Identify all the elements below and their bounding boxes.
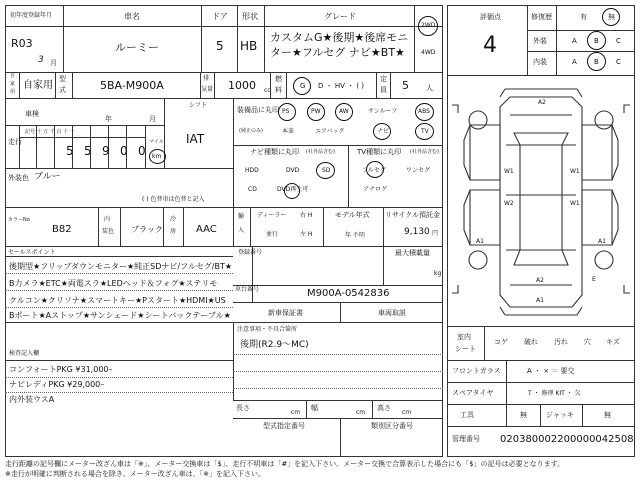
recycle-value: 9,130	[404, 227, 430, 237]
divider	[5, 98, 443, 99]
seats-value: 5	[402, 79, 409, 92]
dim-height: 高さ	[377, 404, 391, 412]
mileage-digit: 9	[102, 144, 110, 158]
inspection-year: 年	[105, 115, 112, 123]
notes-value: 後期(R2.9～MC)	[240, 340, 309, 350]
footer-line-1: 走行距離の記号欄にメーター改ざん車は「※」、メーター交換車は「$」、走行不明車は「#」を記入下さい。メーター交換で合算表示した場合にも「$」の記号は必要となります。	[5, 460, 565, 468]
warranty-label: 新車保証書	[268, 309, 303, 317]
ext-color-value: ブルー	[34, 172, 61, 182]
diagram-label: A2	[536, 277, 544, 284]
tv-sub: (社外品含む)	[410, 149, 439, 155]
int-color-label-1: 内	[104, 216, 111, 223]
divider	[376, 72, 377, 98]
seats-label-2: 員	[380, 86, 387, 94]
sales-line: Bポート★Aストップ★サンシェード★シートバックテーブル★	[9, 311, 231, 320]
disp-label-2: 気量	[201, 86, 214, 93]
fuel-label-2: 料	[275, 86, 282, 94]
use-value: 自家用	[23, 80, 53, 91]
jack-label: ジャッキ	[546, 411, 574, 419]
dotted-line	[5, 273, 233, 274]
dotted-line	[5, 307, 233, 308]
divider	[340, 302, 341, 322]
divider	[5, 125, 164, 126]
condition-none: 無	[608, 13, 615, 21]
model-label-2: 式	[59, 86, 66, 94]
import-label-2: 入	[238, 227, 245, 234]
ext-color-note: ( ) 色替車は色替と記入	[142, 196, 205, 203]
car-damage-diagram	[450, 85, 632, 320]
room-label-1: 室内	[457, 333, 471, 341]
aircon-label-2: 房	[170, 228, 177, 235]
divider	[506, 360, 507, 426]
circle-mark	[415, 103, 434, 121]
navi-sub: (社外品含む)	[306, 149, 335, 155]
dim-width: 幅	[311, 404, 318, 412]
circle-mark	[602, 8, 620, 26]
divider	[348, 145, 349, 207]
int-color-label-2: 装色	[102, 228, 115, 235]
circle-mark	[335, 103, 353, 121]
room-item: キズ	[606, 338, 620, 346]
divider	[5, 256, 233, 257]
diagram-label: W2	[504, 200, 514, 207]
circle-mark	[149, 149, 166, 164]
divider	[527, 5, 528, 75]
diagram-label: A1	[598, 238, 606, 245]
chassis-label: 車台番号	[235, 286, 260, 293]
equip-ps: PS	[282, 108, 290, 115]
divider	[63, 5, 64, 72]
inspector-line: 内外装ウスA	[9, 395, 55, 404]
shift-label: シフト	[189, 102, 208, 109]
model-label-1: 型	[59, 75, 66, 83]
aircon-label-1: 冷	[170, 216, 177, 223]
seats-label-1: 定	[380, 75, 387, 83]
mileage-label: 走行	[8, 138, 22, 146]
reg-label: 初年度登録年月	[10, 12, 53, 19]
dim-length: 長さ	[236, 404, 250, 412]
inspection-label: 車検	[25, 110, 39, 118]
manual-label: 車両取説	[378, 309, 406, 317]
divider	[36, 125, 37, 168]
diagram-label: A2	[538, 99, 546, 106]
mgmt-value: 020380002200000042508	[500, 434, 634, 445]
sales-line: クルコン★クリソナ★スマートキー★Pスタート★HDMI★US	[9, 296, 226, 305]
divider	[5, 246, 233, 247]
sales-line: 後期型★フリップダウンモニター★純正SDナビ/フルセグ/BT★	[9, 262, 232, 271]
divider	[233, 400, 443, 401]
divider	[270, 72, 271, 98]
divider	[19, 125, 20, 168]
divider	[54, 125, 55, 168]
footer-line-2: ※走行が明確に判断される場合を除き、メーター改ざん車は、「※」を記入下さい。	[5, 470, 265, 478]
divider	[55, 72, 56, 98]
divider	[120, 207, 121, 246]
divider	[5, 360, 233, 361]
fuel-rest: D ・ HV ・ ( )	[318, 82, 365, 90]
max-load-unit: kg	[434, 270, 442, 277]
int-c: C	[616, 58, 621, 66]
diagram-label: E	[592, 276, 596, 283]
mileage-digit: 5	[66, 144, 74, 158]
inspector-line: コンフォートPKG ¥31,000–	[9, 365, 113, 374]
tools-value: 無	[520, 411, 527, 419]
divider	[286, 72, 287, 98]
doors-label: ドア	[212, 12, 228, 21]
circle-mark	[278, 103, 296, 121]
chassis-value: M900A-0542836	[307, 288, 390, 299]
navi-cd: CD	[248, 186, 257, 193]
recycle-unit: 円	[432, 230, 439, 237]
divider	[5, 207, 443, 208]
navi-sd: SD	[322, 167, 331, 174]
divider	[98, 207, 99, 246]
divider	[484, 326, 485, 360]
sales-line: B力メラ★ETC★両電スラ★LEDヘッド＆フォグ★ステリモ	[9, 279, 218, 288]
tv-label: TV種類に丸印	[357, 148, 402, 156]
front-glass-label: フロントガラス	[452, 367, 501, 375]
diagram-label: W1	[570, 200, 580, 207]
equip-pw: PW	[311, 108, 321, 115]
ext-b: B	[594, 37, 599, 45]
score-value: 4	[483, 33, 497, 58]
ext-c: C	[616, 37, 621, 45]
car-name-value: ルーミー	[115, 41, 159, 54]
circle-mark	[418, 16, 438, 36]
divider	[306, 400, 307, 418]
divider	[447, 426, 635, 427]
circle-mark	[307, 103, 325, 121]
grade-line1: カスタムG★後期★後席モニ	[270, 31, 409, 44]
mileage-unit-km: km	[152, 153, 162, 160]
use-char-1: 自	[10, 73, 16, 79]
dotted-line	[5, 392, 233, 393]
import-label-1: 輸	[238, 213, 245, 220]
circle-mark	[366, 161, 384, 178]
fuel-g: G	[300, 82, 306, 90]
room-label-2: シート	[455, 345, 476, 353]
sales-points-label: セールスポイント	[8, 249, 56, 256]
divider	[233, 98, 234, 246]
color-no-value: B82	[52, 224, 72, 235]
equip-navi: ナビ	[377, 128, 390, 135]
diagram-label: W1	[504, 168, 514, 175]
drive-4wd: 4WD	[421, 49, 436, 56]
equip-abs: ABS	[418, 108, 430, 115]
circle-mark	[316, 162, 335, 179]
int-color-value: ブラック	[131, 225, 163, 234]
disp-value: 1000	[228, 79, 256, 92]
import-left: 左 H	[300, 231, 313, 238]
interior-label: 内装	[533, 58, 547, 66]
divider	[340, 418, 341, 457]
dim-unit: cm	[402, 409, 412, 416]
room-item: 穴	[584, 338, 591, 346]
divider	[237, 5, 238, 72]
type-designation-label: 型式指定番号	[263, 422, 305, 430]
dotted-line	[5, 290, 233, 291]
divider	[163, 207, 164, 246]
aircon-value: AAC	[196, 224, 217, 235]
divider	[5, 168, 233, 169]
disp-unit: cc	[264, 87, 271, 94]
room-item: 汚れ	[554, 338, 568, 346]
divider	[540, 404, 541, 426]
room-item: コゲ	[494, 338, 508, 346]
dotted-line	[233, 388, 443, 389]
max-load-label: 最大積載量	[395, 249, 430, 257]
spare-label: スペアタイヤ	[452, 389, 494, 397]
divider	[233, 246, 443, 247]
divider	[200, 72, 201, 98]
mgmt-label: 管理番号	[452, 435, 480, 443]
mileage-digit: 0	[138, 144, 146, 158]
jack-value: 無	[604, 411, 611, 419]
fuel-label-1: 燃	[275, 75, 282, 83]
divider	[447, 75, 635, 76]
divider	[233, 322, 443, 323]
grade-line2: ター★フルセグ ナビ★BT★	[270, 46, 405, 59]
exterior-label: 外装	[533, 37, 547, 45]
diagram-label: A1	[476, 238, 484, 245]
circle-mark	[293, 77, 311, 95]
navi-label: ナビ種類に丸印	[250, 148, 299, 156]
equip-sunroof: サンルーフ	[368, 108, 398, 115]
front-glass-value: A ・ × ＝ 要交	[527, 367, 575, 375]
divider	[556, 5, 557, 75]
divider	[414, 5, 415, 72]
mileage-digit: 5	[84, 144, 92, 158]
model-year-label: モデル年式	[335, 211, 370, 219]
divider	[447, 404, 635, 405]
circle-mark	[587, 52, 606, 71]
divider	[233, 302, 443, 303]
navi-dvd-playback: DVD再生可	[277, 186, 309, 193]
inspector-line: ナビレディPKG ¥29,000–	[9, 380, 105, 389]
diagram-label: A1	[536, 297, 544, 304]
divider	[5, 72, 443, 73]
ext-a: A	[572, 37, 577, 45]
import-dealer: ディーラー	[257, 212, 287, 219]
divider	[250, 207, 251, 246]
category-label: 類別区分番号	[371, 422, 413, 430]
inspector-label: 検査記入欄	[9, 350, 40, 357]
shape-label: 形状	[242, 12, 258, 21]
car-name-label: 車名	[124, 12, 140, 21]
divider	[5, 26, 443, 27]
dotted-line	[5, 377, 233, 378]
divider	[323, 207, 324, 246]
model-value: 5BA-M900A	[100, 79, 164, 92]
grade-label: グレード	[324, 12, 356, 21]
divider	[582, 404, 583, 426]
dim-unit: cm	[356, 409, 366, 416]
room-item: 破れ	[524, 338, 538, 346]
circle-mark	[373, 123, 391, 140]
divider	[264, 5, 265, 72]
circle-mark	[587, 31, 606, 50]
divider	[233, 145, 443, 146]
model-year-value: 年 不明	[345, 232, 365, 239]
divider	[183, 207, 184, 246]
divider	[372, 400, 373, 418]
import-right: 右 H	[300, 212, 313, 219]
use-char-2: 家	[10, 81, 16, 87]
mileage-unit-mile: マイル	[149, 139, 164, 145]
equip-airbag: エアバック	[315, 128, 345, 135]
divider	[447, 382, 635, 383]
seats-unit: 人	[426, 84, 433, 92]
int-b: B	[594, 58, 599, 66]
reg-month: 3	[38, 55, 44, 65]
divider	[72, 72, 73, 98]
circle-mark	[284, 183, 300, 199]
doors-value: 5	[216, 39, 224, 53]
equip-tv: TV	[421, 128, 429, 135]
navi-dvd: DVD	[286, 167, 300, 174]
tools-label: 工具	[460, 411, 474, 419]
circle-mark	[415, 123, 434, 140]
shape-value: HB	[240, 39, 258, 53]
dotted-line	[233, 371, 443, 372]
navi-hdd: HDD	[245, 167, 259, 174]
tv-analog: アナログ	[363, 186, 388, 193]
notes-label: 注意事項・不具合箇所	[237, 326, 298, 333]
reg-month-unit: 月	[50, 59, 57, 67]
divider	[527, 51, 635, 52]
spare-value: T ・ 修理 KIT ・ 欠	[528, 390, 581, 397]
equipment-sub: (純正のみ)	[239, 128, 263, 134]
disp-label-1: 排	[203, 75, 210, 82]
divider	[390, 72, 391, 98]
mileage-digit: 0	[120, 144, 128, 158]
equip-leather: 本革	[282, 128, 295, 135]
recycle-label: リサイクル預託金	[385, 211, 441, 219]
divider	[233, 285, 443, 286]
equipment-label: 装備品に丸印	[237, 106, 279, 114]
drive-2wd: 2WD	[421, 22, 436, 29]
inspection-month: 月	[149, 115, 156, 123]
registration-label: 登録番号	[238, 249, 263, 256]
ext-color-label: 外装色	[8, 174, 29, 182]
dim-unit: cm	[291, 409, 301, 416]
divider	[233, 418, 443, 419]
shift-value: IAT	[186, 132, 205, 146]
mileage-digits-label: 記号 十 万 千 百 十 一	[25, 129, 75, 135]
score-label: 評価点	[480, 13, 501, 21]
condition-has: 有	[580, 13, 587, 21]
color-no-label: カラーNo	[8, 217, 30, 223]
use-char-3: 用	[10, 89, 16, 95]
condition-label: 修復歴	[531, 13, 552, 21]
divider	[19, 72, 20, 98]
reg-era: R03	[11, 37, 33, 50]
import-parallel: 並行	[266, 231, 279, 238]
divider	[201, 5, 202, 72]
int-a: A	[572, 58, 577, 66]
divider	[214, 72, 215, 98]
divider	[447, 326, 635, 327]
divider	[447, 360, 635, 361]
tv-oneseg: ワンセグ	[406, 167, 431, 174]
divider	[5, 322, 233, 323]
tv-fullseg: フルセグ	[362, 167, 386, 174]
diagram-label: W1	[570, 168, 580, 175]
equip-aw: AW	[339, 108, 349, 115]
divider	[527, 30, 635, 31]
dotted-line	[233, 354, 443, 355]
